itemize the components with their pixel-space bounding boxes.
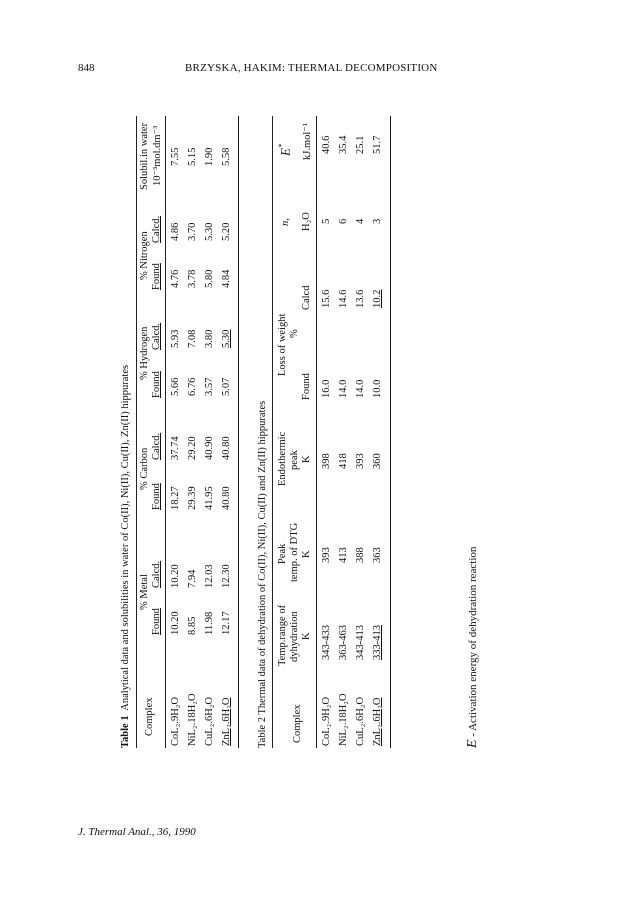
peak-dtg-cell: 388 (355, 547, 366, 563)
peak-dtg-cell: 413 (338, 547, 349, 563)
nitrogen-found: 5.80 (204, 269, 215, 288)
table1-group-carbon: % Carbon (139, 447, 150, 490)
complex-cell: CuL₂.6H₂O (204, 696, 215, 746)
endo-peak-cell: 398 (321, 453, 332, 469)
solubility-cell: 5.15 (187, 147, 198, 166)
table1-group-metal: % Metal (139, 574, 150, 610)
table1-col-solubility: Solubil.in water (139, 122, 150, 190)
table1-group-nitrogen: % Nitrogen (139, 231, 150, 280)
carbon-found: 41.95 (204, 486, 215, 510)
table2-col-temp: Temp.range of (277, 604, 288, 666)
footnote-text: - Activation energy of dehydration reaction (467, 546, 479, 740)
n-cell: 4 (355, 218, 366, 224)
table1-bottom-rule (238, 116, 239, 748)
table1-caption-text: Analytical data and solubilities in water of Co(II), Ni(II), Cu(II), Zn(II) hippurates (120, 364, 131, 711)
temp-range-cell: 333-413 (372, 625, 383, 660)
table1-nitrogen-calcd-header: Calcd. (151, 215, 162, 243)
hydrogen-found: 6.76 (187, 377, 198, 396)
metal-found: 11.98 (204, 611, 215, 635)
carbon-found: 29.39 (187, 486, 198, 510)
table2-footnote (465, 547, 481, 748)
loss-found-cell: 14.0 (338, 379, 349, 398)
table1-hydrogen-calcd-header: Calcd. (151, 322, 162, 350)
table2-col-temp-2: dyhydration (289, 611, 300, 662)
complex-cell: ZnL₂.6H₂O (221, 697, 232, 746)
metal-found: 8.85 (187, 616, 198, 635)
nitrogen-calcd: 4.86 (170, 222, 181, 241)
loss-calcd-cell: 10.2 (372, 289, 383, 308)
loss-calcd-cell: 15.6 (321, 289, 332, 308)
endo-peak-cell: 418 (338, 453, 349, 469)
table2-col-n: n, (280, 218, 291, 226)
running-title: BRZYSKA, HAKIM: THERMAL DECOMPOSITION (185, 62, 438, 74)
e-cell: 40.6 (321, 135, 332, 154)
table2-col-endo-2: peak (289, 450, 300, 470)
metal-calcd: 10.20 (170, 564, 181, 588)
temp-range-cell: 363-463 (338, 625, 349, 660)
table2-col-loss: Loss of weight (277, 313, 288, 376)
table1-caption-label: Table 1 (120, 715, 131, 748)
solubility-cell: 5.58 (221, 147, 232, 166)
carbon-calcd: 40.90 (204, 436, 215, 460)
nitrogen-calcd: 3.70 (187, 222, 198, 241)
table1-group-hydrogen: % Hydrogen (139, 326, 150, 380)
table1-caption (120, 365, 131, 748)
endo-peak-cell: 393 (355, 453, 366, 469)
complex-cell: CoL₂.9H₂O (170, 696, 181, 746)
table2-bottom-rule (390, 116, 391, 748)
temp-range-cell: 343-433 (321, 625, 332, 660)
table2-col-e-unit: kJ.mol⁻¹ (302, 123, 313, 160)
table2-col-complex: Complex (292, 704, 303, 743)
table2-col-peak: Peak (277, 543, 288, 564)
table1-carbon-calcd-header: Calcd. (151, 432, 162, 460)
table1-carbon-found-header: Found (151, 483, 162, 510)
table1-metal-calcd-header: Calcd. (151, 560, 162, 588)
temp-range-cell: 343-413 (355, 625, 366, 660)
table1-hydrogen-found-header: Found (151, 371, 162, 398)
nitrogen-found: 3.78 (187, 269, 198, 288)
loss-found-cell: 16.0 (321, 379, 332, 398)
hydrogen-calcd: 3.80 (204, 329, 215, 348)
table2-caption: Table 2 Thermal data of dehydration of Co(II), Ni(II), Cu(II) and Zn(II) hippurates (257, 400, 268, 748)
loss-found-cell: 10.0 (372, 379, 383, 398)
table2-header-rule (316, 116, 317, 748)
table1-top-rule (136, 116, 137, 748)
complex-cell: CuL₂.6H₂O (355, 696, 366, 746)
hydrogen-found: 5.07 (221, 377, 232, 396)
table2-col-e (277, 144, 293, 156)
e-cell: 25.1 (355, 135, 366, 154)
hydrogen-calcd: 5.93 (170, 329, 181, 348)
complex-cell: NiL₂.18H₂O (187, 693, 198, 746)
e-cell: 35.4 (338, 135, 349, 154)
loss-found-cell: 14.0 (355, 379, 366, 398)
carbon-found: 18.27 (170, 486, 181, 510)
page-number: 848 (78, 62, 95, 74)
table2-col-e-symbol: E (277, 148, 293, 156)
table2-top-rule (272, 116, 273, 748)
table1-metal-found-header: Found (151, 608, 162, 635)
table2-col-n-unit: H₂O (301, 212, 312, 231)
table2-col-peak-2: temp. of DTG (289, 522, 300, 582)
table2-loss-found-header: Found (301, 373, 312, 400)
metal-calcd: 12.03 (204, 564, 215, 588)
peak-dtg-cell: 363 (372, 547, 383, 563)
metal-found: 12.17 (221, 611, 232, 635)
table2-col-peak-unit: K (301, 550, 312, 558)
nitrogen-calcd: 5.30 (204, 222, 215, 241)
carbon-calcd: 29.20 (187, 436, 198, 460)
metal-found: 10.20 (170, 611, 181, 635)
nitrogen-calcd: 5.20 (221, 222, 232, 241)
carbon-calcd: 37.74 (170, 436, 181, 460)
table2-col-endo-unit: K (301, 455, 312, 463)
nitrogen-found: 4.84 (221, 269, 232, 288)
carbon-found: 40.80 (221, 486, 232, 510)
complex-cell: CoL₂.9H₂O (321, 696, 332, 746)
table2-col-loss-2: % (289, 329, 300, 338)
hydrogen-found: 5.66 (170, 377, 181, 396)
rotated-tables (120, 108, 500, 748)
metal-calcd: 12.30 (221, 564, 232, 588)
table1-nitrogen-found-header: Found (151, 263, 162, 290)
table1-col-solubility-unit: 10⁻³mol.dm⁻³ (152, 125, 163, 186)
table2-col-e-sup: * (277, 144, 286, 149)
solubility-cell: 1.90 (204, 147, 215, 166)
hydrogen-calcd: 5.30 (221, 329, 232, 348)
footnote-symbol: E (465, 739, 480, 748)
nitrogen-found: 4.76 (170, 269, 181, 288)
e-cell: 51.7 (372, 135, 383, 154)
table2-col-temp-unit: K (301, 632, 312, 640)
peak-dtg-cell: 393 (321, 547, 332, 563)
loss-calcd-cell: 14.6 (338, 289, 349, 308)
metal-calcd: 7.94 (187, 569, 198, 588)
carbon-calcd: 40.80 (221, 436, 232, 460)
table2-loss-calcd-header: Calcd (301, 285, 312, 310)
n-cell: 6 (338, 218, 349, 224)
hydrogen-calcd: 7.08 (187, 329, 198, 348)
solubility-cell: 7.55 (170, 147, 181, 166)
n-cell: 3 (372, 218, 383, 224)
hydrogen-found: 3.57 (204, 377, 215, 396)
table1-col-complex: Complex (144, 697, 155, 736)
endo-peak-cell: 360 (372, 453, 383, 469)
table2-col-endo: Endothermic (277, 431, 288, 486)
n-cell: 5 (321, 218, 332, 224)
table1-header-rule (165, 116, 166, 748)
complex-cell: NiL₂.18H₂O (338, 693, 349, 746)
journal-footer: J. Thermal Anal., 36, 1990 (78, 826, 196, 838)
loss-calcd-cell: 13.6 (355, 289, 366, 308)
complex-cell: ZnL₂.6H₂O (372, 697, 383, 746)
